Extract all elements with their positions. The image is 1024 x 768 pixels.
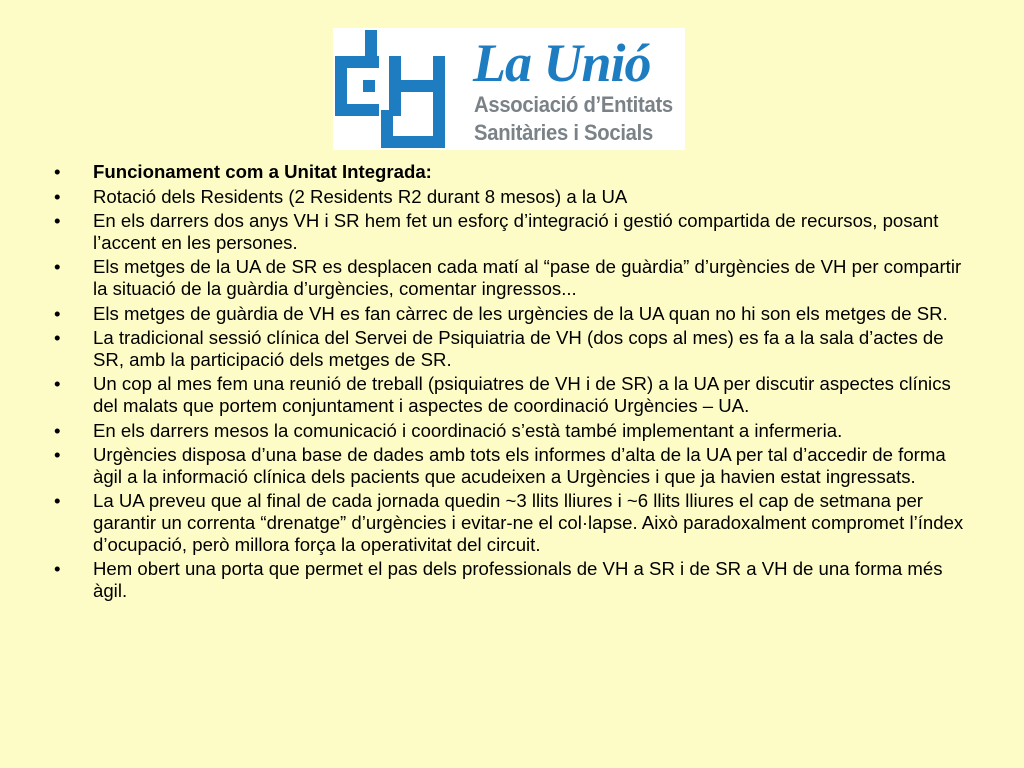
bullet-item [54,373,964,416]
bullet-text: Rotació dels Residents (2 Residents R2 durant 8 mesos) a la UA [93,185,628,207]
bullet-dot: • [54,327,61,349]
bullet-item [54,161,964,183]
bullet-item [54,490,964,555]
bullet-dot: • [54,490,61,512]
bullet-text: Els metges de guàrdia de VH es fan càrrec de les urgències de la UA quan no hi son els metges de SR. [93,302,948,324]
bullet-item [54,303,964,325]
bullet-dot: • [54,302,61,324]
bullet-dot: • [54,256,61,278]
bullet-item [54,186,964,208]
bullet-text: Funcionament com a Unitat Integrada: [93,161,432,182]
logo-brand-text: La Unió [473,33,651,93]
bullet-text: La UA preveu que al final de cada jornada quedin ~3 llits lliures i ~6 llits lliures el cap de setmana per garantir un correnta “drenatge” d’urgències i evitar-ne el col·lapse. Això paradoxalment compromet l’índex d’ocupació, però millora força la operativitat del circuit. [93,490,964,555]
bullet-dot: • [54,419,61,441]
bullet-text: En els darrers mesos la comunicació i coordinació s’està també implementant a infermeria. [93,419,843,441]
logo-subtitle-line-2: Sanitàries i Socials [474,120,653,145]
bullet-dot: • [54,373,61,395]
la-unio-emblem-icon [333,28,463,150]
bullet-dot: • [54,444,61,466]
bullet-item [54,210,964,253]
bullet-dot: • [54,558,61,580]
bullet-dot: • [54,161,61,182]
logo-subtitle-line-1: Associació d’Entitats [474,92,673,117]
bullet-text: Un cop al mes fem una reunió de treball (psiquiatres de VH i de SR) a la UA per discutir aspectes clínics del malats que portem conjuntament i aspectes de coordinació Urgències – UA. [93,373,951,416]
bullet-item [54,444,964,487]
bullet-text: Urgències disposa d’una base de dades amb tots els informes d’alta de la UA per tal d’accedir de forma àgil a la informació clínica dels pacients que acudeixen a Urgències i que ja havien estat ingressats. [93,444,946,487]
bullet-text: Hem obert una porta que permet el pas dels professionals de VH a SR i de SR a VH de una forma més àgil. [93,558,943,601]
bullet-item [54,256,964,299]
bullet-text: Els metges de la UA de SR es desplacen cada matí al “pase de guàrdia” d’urgències de VH per compartir la situació de la guàrdia d’urgències, comentar ingressos... [93,256,962,299]
bullet-text: En els darrers dos anys VH i SR hem fet un esforç d’integració i gestió compartida de recursos, posant l’accent en les persones. [93,210,939,253]
bullet-item [54,327,964,370]
bullet-dot: • [54,210,61,232]
bullet-list [54,161,964,604]
bullet-dot: • [54,185,61,207]
bullet-item [54,558,964,601]
bullet-item [54,420,964,442]
la-unio-logo [333,28,685,150]
bullet-text: La tradicional sessió clínica del Servei de Psiquiatria de VH (dos cops al mes) es fa a la sala d’actes de SR, amb la participació dels metges de SR. [93,327,944,370]
